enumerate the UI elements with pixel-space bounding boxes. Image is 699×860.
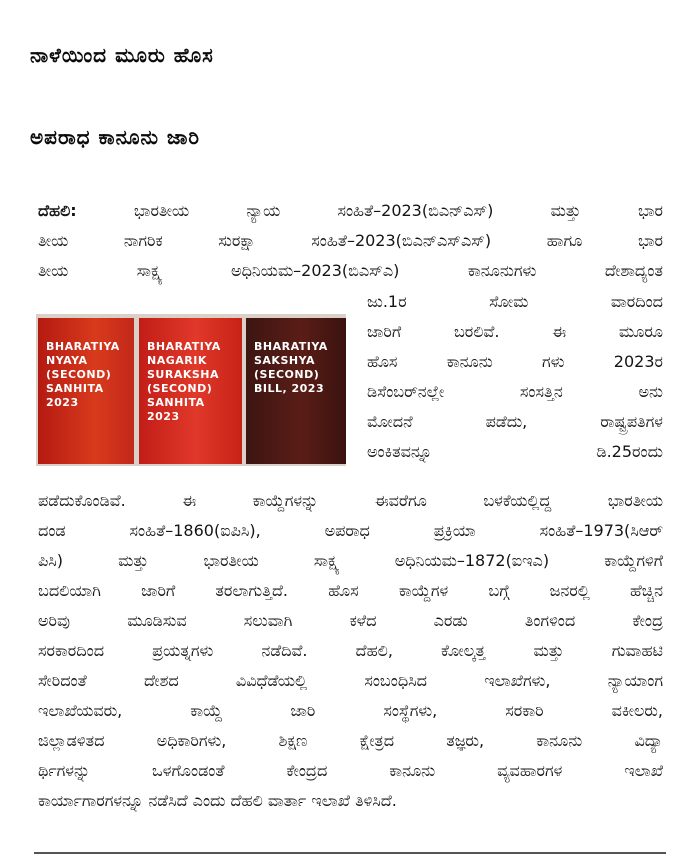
book-title-line: 2023	[46, 396, 79, 409]
article-line: ಪಿಸಿ) ಮತ್ತು ಭಾರತೀಯ ಸಾಕ್ಷ್ಯ ಅಧಿನಿಯಮ–1872(ಐಇಎ) ಕಾಯ್ದೆಗಳಿಗೆ	[38, 551, 663, 570]
article-bottom-paragraph	[38, 486, 663, 816]
article-line: ತೀಯ ಸಾಕ್ಷ್ಯ ಅಧಿನಿಯಮ–2023(ಬಿಎಸ್‌ಎ) ಕಾನೂನುಗಳು ದೇಶಾದ್ಯಂತ	[38, 261, 663, 280]
article-line: ಮೋದನೆ ಪಡೆದು, ರಾಷ್ಟ್ರಪತಿಗಳ	[367, 412, 663, 431]
book-cover-sakshya-bill	[246, 318, 346, 464]
dateline: ದೆಹಲಿ:	[38, 201, 77, 220]
book-title-line: BHARATIYA	[254, 340, 328, 353]
article-line: ಜಿಲ್ಲಾಡಳಿತದ ಅಧಿಕಾರಿಗಳು, ಶಿಕ್ಷಣ ಕ್ಷೇತ್ರದ ತಜ್ಞರು, ಕಾನೂನು ವಿದ್ಯಾ	[38, 731, 663, 750]
book-title-line: SAKSHYA	[254, 354, 316, 367]
article-line: ಜಾರಿಗೆ ಬರಲಿವೆ. ಈ ಮೂರೂ	[367, 322, 663, 341]
article-line: ತೀಯ ನಾಗರಿಕ ಸುರಕ್ಷಾ ಸಂಹಿತೆ–2023(ಬಿಎನ್‌ಎಸ್‌ಎಸ್) ಹಾಗೂ ಭಾರ	[38, 231, 663, 250]
books-photo	[36, 314, 346, 466]
bottom-divider	[34, 852, 666, 854]
book-title-line: BILL, 2023	[254, 382, 325, 395]
article-line: ಬದಲಿಯಾಗಿ ಜಾರಿಗೆ ತರಲಾಗುತ್ತಿದೆ. ಹೊಸ ಕಾಯ್ದೆಗಳ ಬಗ್ಗೆ ಜನರಲ್ಲಿ ಹೆಚ್ಚಿನ	[38, 581, 663, 600]
book-title-line: SANHITA	[147, 396, 205, 409]
article-line: ದಂಡ ಸಂಹಿತೆ–1860(ಐಪಿಸಿ), ಅಪರಾಧ ಪ್ರಕ್ರಿಯಾ ಸಂಹಿತೆ–1973(ಸಿಆರ್	[38, 521, 663, 540]
book-title-line: (SECOND)	[147, 382, 213, 395]
article-line	[38, 196, 663, 226]
book-title-line: 2023	[147, 410, 180, 423]
article-line: ಪಡೆದುಕೊಂಡಿವೆ. ಈ ಕಾಯ್ದೆಗಳನ್ನು ಈವರೆಗೂ ಬಳಕೆಯಲ್ಲಿದ್ದ ಭಾರತೀಯ	[38, 491, 663, 510]
article-side-paragraph	[367, 287, 663, 467]
book-title-line: NAGARIK	[147, 354, 207, 367]
article-line: ಅಂಕಿತವನ್ನೂ ಡಿ.25ರಂದು	[367, 442, 663, 461]
headline-line-2: ಅಪರಾಧ ಕಾನೂನು ಜಾರಿ	[30, 125, 200, 149]
book-title-line: (SECOND)	[254, 368, 320, 381]
article-line: ಕಾರ್ಯಾಗಾರಗಳನ್ನೂ ನಡೆಸಿದೆ ಎಂದು ದೆಹಲಿ ವಾರ್ತಾ ಇಲಾಖೆ ತಿಳಿಸಿದೆ.	[38, 791, 397, 810]
article-line-text: ಭಾರತೀಯ ನ್ಯಾಯ ಸಂಹಿತೆ–2023(ಬಿಎನ್‌ಎಸ್) ಮತ್ತು ಭಾರ	[133, 201, 663, 220]
book-cover-nyaya-sanhita	[38, 318, 134, 464]
article-line: ಸರಕಾರದಿಂದ ಪ್ರಯತ್ನಗಳು ನಡೆದಿವೆ. ದೆಹಲಿ, ಕೋಲ್ಕತ್ತ ಮತ್ತು ಗುವಾಹಟಿ	[38, 641, 663, 660]
article-line: ಇಲಾಖೆಯವರು, ಕಾಯ್ದೆ ಜಾರಿ ಸಂಸ್ಥೆಗಳು, ಸರಕಾರಿ ವಕೀಲರು,	[38, 701, 663, 720]
article-top-paragraph	[38, 196, 663, 286]
book-title-line: BHARATIYA	[147, 340, 221, 353]
headline-line-1: ನಾಳೆಯಿಂದ ಮೂರು ಹೊಸ	[30, 43, 214, 67]
book-title-line: (SECOND)	[46, 368, 112, 381]
article-line: ಡಿಸೆಂಬರ್‌ನಲ್ಲೇ ಸಂಸತ್ತಿನ ಅನು	[367, 382, 663, 401]
book-title-line: SANHITA	[46, 382, 104, 395]
article-line: ರ್ಥಿಗಳನ್ನು ಒಳಗೊಂಡಂತೆ ಕೇಂದ್ರದ ಕಾನೂನು ವ್ಯವಹಾರಗಳ ಇಲಾಖೆ	[38, 761, 663, 780]
book-title-line: BHARATIYA	[46, 340, 120, 353]
book-title-line: NYAYA	[46, 354, 88, 367]
headline	[30, 14, 675, 178]
article-line: ಸೇರಿದಂತೆ ದೇಶದ ವಿವಿಧೆಡೆಯಲ್ಲಿ ಸಂಬಂಧಿಸಿದ ಇಲಾಖೆಗಳು, ನ್ಯಾಯಾಂಗ	[38, 671, 663, 690]
article-line: ಜು.1ರ ಸೋಮ ವಾರದಿಂದ	[367, 292, 663, 311]
book-title-line: SURAKSHA	[147, 368, 220, 381]
article-line: ಹೊಸ ಕಾನೂನು ಗಳು 2023ರ	[367, 352, 663, 371]
book-cover-nagarik-suraksha-sanhita	[139, 318, 242, 464]
article-line: ಅರಿವು ಮೂಡಿಸುವ ಸಲುವಾಗಿ ಕಳೆದ ಎರಡು ತಿಂಗಳಿಂದ ಕೇಂದ್ರ	[38, 611, 663, 630]
